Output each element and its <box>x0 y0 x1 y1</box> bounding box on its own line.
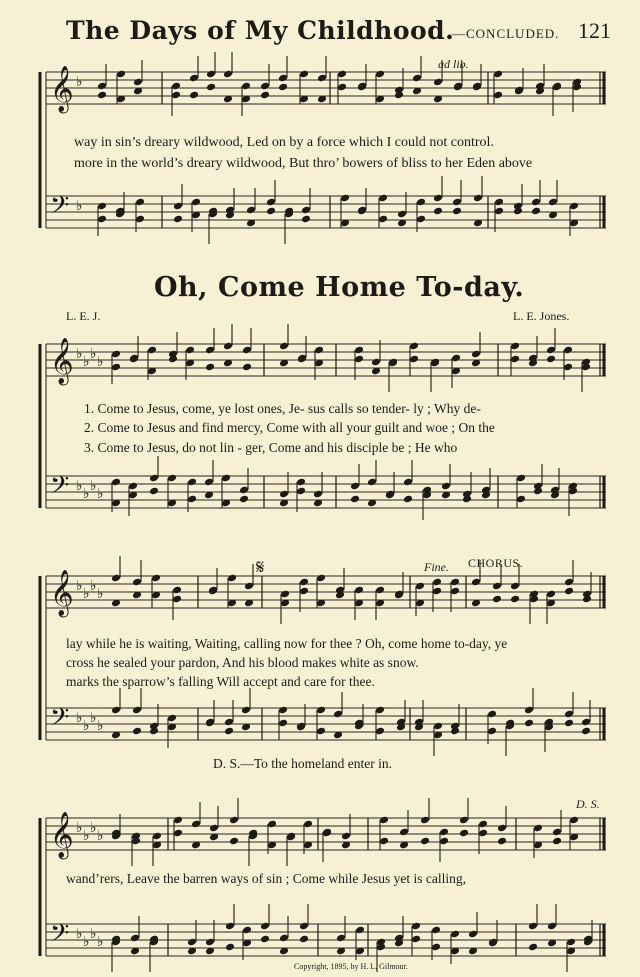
lyricist-credit: L. E. J. <box>66 309 101 323</box>
copyright-notice: Copyright, 1895, by H. L. Gilmour. <box>294 962 408 971</box>
note-head <box>492 595 502 604</box>
note-head <box>403 495 413 504</box>
flat-icon: ♭ <box>90 820 97 836</box>
note-head <box>564 719 574 728</box>
flat-icon: ♭ <box>76 346 83 362</box>
hymn-title: Oh, Come Home To-day. <box>154 272 525 303</box>
flat-icon: ♭ <box>97 828 104 844</box>
note-head <box>350 495 360 504</box>
fine-mark: Fine. <box>424 560 449 574</box>
note-head <box>266 207 276 216</box>
flat-icon: ♭ <box>90 346 97 362</box>
note-head <box>497 837 507 846</box>
note-head <box>459 829 469 838</box>
note-head <box>242 363 252 372</box>
bass-clef-icon: 𝄢 <box>50 919 70 954</box>
segno-icon: 𝄋 <box>256 555 265 579</box>
note-head <box>524 719 534 728</box>
flat-icon: ♭ <box>83 934 90 950</box>
flat-icon: ♭ <box>97 718 104 734</box>
flat-icon: ♭ <box>83 718 90 734</box>
note-head <box>433 207 443 216</box>
note-head <box>531 207 541 216</box>
verse-3-line: 3. Come to Jesus, do not lin - ger, Come and his disciple be ; He who <box>84 440 458 455</box>
flat-icon: ♭ <box>83 586 90 602</box>
flat-icon: ♭ <box>76 710 83 726</box>
note-head <box>546 355 556 364</box>
flat-icon: ♭ <box>97 586 104 602</box>
flat-icon: ♭ <box>97 486 104 502</box>
note-head <box>225 943 235 952</box>
note-head <box>299 935 309 944</box>
flat-icon: ♭ <box>76 820 83 836</box>
treble-clef-icon: 𝄞 <box>50 66 74 112</box>
treble-clef-icon: 𝄞 <box>50 570 74 616</box>
note-head <box>189 91 199 100</box>
note-head <box>239 495 249 504</box>
flat-icon: ♭ <box>76 198 83 214</box>
concluded-label: —CONCLUDED. <box>452 26 560 41</box>
flat-icon: ♭ <box>76 578 83 594</box>
flat-icon: ♭ <box>90 926 97 942</box>
note-head <box>528 943 538 952</box>
note-head <box>97 91 107 100</box>
page-title: The Days of My Childhood. <box>66 16 455 45</box>
hymn1-lyrics-line-2: more in the world’s dreary wildwood, But thro’ bowers of bliss to her Eden above <box>74 156 533 171</box>
ds-mark: D. S. <box>576 797 600 811</box>
treble-clef-icon: 𝄞 <box>50 812 74 858</box>
note-head <box>510 595 520 604</box>
bass-clef-icon: 𝄢 <box>50 703 70 738</box>
system3-lyrics-line-1: wand’rers, Leave the barren ways of sin ; Come while Jesus yet is calling, <box>66 871 467 886</box>
note-head <box>301 215 311 224</box>
flat-icon: ♭ <box>97 934 104 950</box>
note-head <box>206 83 216 92</box>
flat-icon: ♭ <box>76 926 83 942</box>
ds-instruction: D. S.—To the homeland enter in. <box>213 756 393 771</box>
note-head <box>552 837 562 846</box>
verse-1-line: 1. Come to Jesus, come, ye lost ones, Je- sus calls so tender- ly ; Why de- <box>84 401 481 416</box>
note-head <box>229 837 239 846</box>
flat-icon: ♭ <box>76 74 83 90</box>
tempo-mark: ad lib. <box>438 57 469 71</box>
flat-icon: ♭ <box>90 478 97 494</box>
hymn1-lyrics-line-1: way in sin’s dreary wildwood, Led on by a force which I could not control. <box>74 135 494 150</box>
flat-icon: ♭ <box>90 710 97 726</box>
bass-clef-icon: 𝄢 <box>50 471 70 506</box>
system2-lyrics-line-3: marks the sparrow’s falling Will accept and care for thee. <box>66 674 375 689</box>
page-number: 121 <box>578 18 611 43</box>
note-head <box>205 363 215 372</box>
bass-clef-icon: 𝄢 <box>50 191 70 226</box>
note-head <box>173 215 183 224</box>
flat-icon: ♭ <box>83 354 90 370</box>
note-head <box>420 837 430 846</box>
note-head <box>452 207 462 216</box>
flat-icon: ♭ <box>97 354 104 370</box>
flat-icon: ♭ <box>76 478 83 494</box>
flat-icon: ♭ <box>83 828 90 844</box>
note-head <box>132 727 142 736</box>
system2-lyrics-line-1: lay while he is waiting, Waiting, calling now for thee ? Oh, come home to-day, ye <box>66 636 508 651</box>
note-head <box>278 83 288 92</box>
note-head <box>260 91 270 100</box>
composer-credit: L. E. Jones. <box>513 309 570 323</box>
flat-icon: ♭ <box>90 578 97 594</box>
note-head <box>149 487 159 496</box>
treble-clef-icon: 𝄞 <box>50 338 74 384</box>
note-head <box>260 935 270 944</box>
system2-lyrics-line-2: cross he sealed your pardon, And his blood makes white as snow. <box>66 655 419 670</box>
verse-2-line: 2. Come to Jesus and find mercy, Come with all your guilt and woe ; On the <box>84 420 495 435</box>
chorus-label: CHORUS. <box>468 556 524 570</box>
note-head <box>564 587 574 596</box>
flat-icon: ♭ <box>83 486 90 502</box>
note-head <box>581 727 591 736</box>
note-head <box>224 727 234 736</box>
